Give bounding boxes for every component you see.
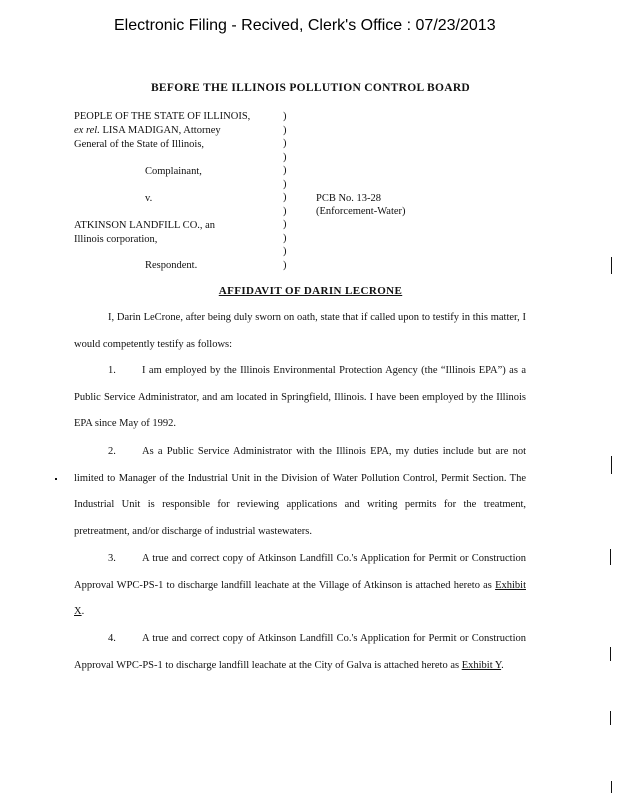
exhibit-x-reference: Exhibit X	[74, 579, 526, 617]
scan-dot	[55, 478, 57, 480]
paren: )	[283, 205, 287, 217]
paragraph-number: 4.	[108, 633, 116, 644]
ex-rel-italic: ex rel.	[74, 125, 100, 136]
paragraph-text: As a Public Service Administrator with the Illinois EPA, my duties include but are not limited to Manager of the Industrial Unit in the Division of Water Pollution Control, Permit Section. The Industrial Unit is responsible for reviewing applications and writing permits for the treatment, pretreatment, and/or discharge of industrial wastewaters.	[74, 446, 526, 537]
complainant-label: Complainant,	[145, 166, 202, 177]
scan-mark	[610, 549, 611, 565]
versus-label: v.	[145, 193, 153, 204]
scan-mark	[610, 647, 611, 661]
caption-paren-column	[283, 110, 287, 272]
scan-mark	[611, 781, 612, 793]
case-type: (Enforcement-Water)	[316, 206, 406, 217]
plaintiff-line-3: General of the State of Illinois,	[74, 139, 205, 150]
paragraph-text: I am employed by the Illinois Environmental Protection Agency (the “Illinois EPA”) as a Public Service Administrator, and am located in Springfield, Illinois. I have been employed by the Illinois EPA since May of 1992.	[74, 365, 526, 429]
board-heading: BEFORE THE ILLINOIS POLLUTION CONTROL BOARD	[150, 82, 471, 94]
paren: )	[283, 232, 287, 244]
paren: )	[283, 178, 287, 190]
paragraph-end: .	[501, 659, 504, 671]
paragraph-1	[74, 358, 526, 438]
paragraph-number: 3.	[108, 553, 116, 564]
intro-text: I, Darin LeCrone, after being duly sworn on oath, state that if called upon to testify in this matter, I would competently testify as follows:	[74, 312, 526, 350]
paren: )	[283, 111, 287, 122]
paren: )	[283, 192, 287, 203]
paren: )	[283, 259, 287, 271]
electronic-filing-stamp: Electronic Filing - Recived, Clerk's Office : 07/23/2013	[114, 17, 496, 34]
paragraph-3	[74, 546, 526, 626]
paren: )	[283, 246, 287, 257]
paragraph-4	[74, 626, 526, 679]
paren: )	[283, 219, 287, 230]
paren: )	[283, 138, 287, 149]
paren: )	[283, 124, 287, 136]
defendant-line-1: ATKINSON LANDFILL CO., an	[74, 220, 216, 231]
paragraph-end: .	[81, 606, 85, 617]
paragraph-number: 2.	[108, 446, 116, 457]
paren: )	[283, 151, 287, 163]
paragraph-2	[74, 439, 526, 545]
paragraph-number: 1.	[108, 365, 116, 376]
plaintiff-line-2-rest: LISA MADIGAN, Attorney	[99, 125, 221, 136]
plaintiff-line-1: PEOPLE OF THE STATE OF ILLINOIS,	[74, 111, 251, 122]
paragraph-text: A true and correct copy of Atkinson Landfill Co.'s Application for Permit or Construction Approval WPC-PS-1 to discharge landfill leachate at the Village of Atkinson is attached hereto as	[74, 553, 526, 591]
paren: )	[283, 165, 287, 176]
scan-mark	[611, 257, 612, 274]
exhibit-y-reference: Exhibit Y	[461, 659, 502, 671]
defendant-line-2: Illinois corporation,	[74, 234, 158, 245]
respondent-label: Respondent.	[145, 260, 198, 271]
case-number: PCB No. 13-28	[316, 193, 382, 204]
intro-paragraph	[74, 305, 526, 358]
plaintiff-line-2	[74, 124, 221, 138]
affidavit-title: AFFIDAVIT OF DARIN LECRONE	[218, 285, 403, 297]
paragraph-text: A true and correct copy of Atkinson Landfill Co.'s Application for Permit or Construction Approval WPC-PS-1 to discharge landfill leachate at the City of Galva is attached hereto as	[74, 633, 526, 671]
case-caption	[0, 0, 621, 280]
scan-mark	[610, 711, 611, 725]
scan-mark	[611, 456, 612, 474]
